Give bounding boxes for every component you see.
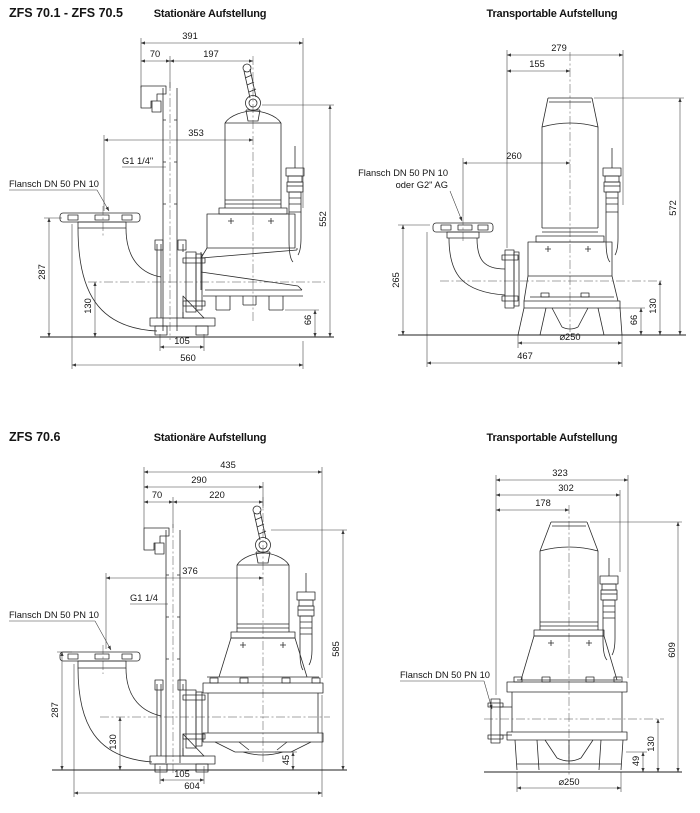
- flange-label: Flansch DN 50 PN 10: [9, 610, 99, 620]
- dim-bottom-clearance: 66: [303, 314, 313, 326]
- guide-rail: [144, 528, 180, 763]
- centerlines: [440, 52, 664, 332]
- panel-zfs701-705-transportable: [358, 8, 686, 367]
- dim-center-width: 178: [535, 498, 551, 508]
- dim-outlet-height: 130: [83, 298, 93, 314]
- flange-label-line1: Flansch DN 50 PN 10: [358, 168, 448, 178]
- lifting-shackle: [243, 64, 261, 121]
- thread-label: G1 1/4": [122, 156, 154, 166]
- dim-outlet-height: 130: [108, 734, 118, 750]
- pump-motor-body: [524, 127, 618, 301]
- dim-base-width: 467: [517, 351, 533, 361]
- dim-bottom-clearance: 66: [629, 314, 639, 326]
- dim-flange-to-center: 260: [506, 151, 522, 161]
- dim-flange-to-center: 353: [188, 128, 204, 138]
- discharge-stub-flange: [488, 699, 512, 743]
- dim-total-height: 609: [667, 642, 677, 658]
- dim-bottom-clearance: 49: [631, 755, 641, 767]
- dim-flange-height: 287: [50, 702, 60, 718]
- pump-motor-body: [207, 111, 295, 248]
- dim-rail-offset: 70: [151, 490, 163, 500]
- dim-rail-to-center: 220: [209, 490, 225, 500]
- dim-base-width: 604: [184, 781, 200, 791]
- dim-total-width: 391: [182, 31, 198, 41]
- extension-lines: [44, 38, 334, 369]
- guide-rail: [141, 86, 177, 331]
- dim-mid-width: 290: [191, 475, 207, 485]
- extension-lines: [57, 467, 347, 797]
- dim-center-width: 155: [529, 59, 545, 69]
- dim-total-height: 552: [318, 211, 328, 227]
- dim-total-height: 585: [331, 641, 341, 657]
- dim-total-width: 323: [552, 468, 568, 478]
- dim-flange-height: 287: [37, 264, 47, 280]
- panel-title: Stationäre Aufstellung: [153, 8, 267, 20]
- dim-stand-diameter: ⌀250: [558, 777, 580, 787]
- dim-rail-to-center: 197: [203, 49, 219, 59]
- carrying-handle: [540, 522, 598, 551]
- cable-gland: [600, 558, 618, 660]
- discharge-elbow: [433, 223, 519, 308]
- discharge-elbow: [60, 213, 161, 331]
- dim-outlet-height: 130: [648, 298, 658, 314]
- flange-label: Flansch DN 50 PN 10: [9, 179, 99, 189]
- dim-rail-offset: 70: [149, 49, 161, 59]
- lifting-shackle: [253, 506, 271, 563]
- cable-gland: [297, 573, 315, 670]
- dim-mid-width: 302: [558, 483, 574, 493]
- dimension-lines: [49, 43, 330, 365]
- thread-label: G1 1/4: [130, 593, 158, 603]
- panel-title: Transportable Aufstellung: [486, 8, 618, 20]
- dim-stand-diameter: ⌀250: [559, 332, 581, 342]
- dim-bottom-clearance: 45: [281, 754, 291, 766]
- pedestal-claw: [150, 680, 215, 772]
- dim-total-height: 572: [668, 200, 678, 216]
- pedestal-claw: [150, 240, 215, 335]
- panel-zfs706-stationary: [9, 430, 347, 797]
- pump-volute: [201, 248, 303, 310]
- dim-rail-foot-width: 105: [174, 769, 190, 779]
- dim-total-width: 435: [220, 460, 236, 470]
- dim-outlet-height: 130: [646, 736, 656, 752]
- panel-title: Transportable Aufstellung: [486, 432, 618, 444]
- dim-flange-to-center: 376: [182, 566, 198, 576]
- flange-label-line2: oder G2" AG: [395, 180, 448, 190]
- pump-casing: [507, 677, 627, 740]
- dim-base-width: 560: [180, 353, 196, 363]
- dim-total-width: 279: [551, 43, 567, 53]
- panel-title: Stationäre Aufstellung: [153, 432, 267, 444]
- model-label: ZFS 70.1 - ZFS 70.5: [9, 6, 123, 20]
- panel-zfs706-transportable: [400, 432, 682, 792]
- model-label: ZFS 70.6: [9, 430, 61, 444]
- flange-label: Flansch DN 50 PN 10: [400, 670, 490, 680]
- flange-leader-line: [450, 191, 462, 221]
- dim-flange-height: 265: [391, 272, 401, 288]
- panel-zfs701-705-stationary: [9, 6, 334, 369]
- dim-rail-foot-width: 105: [174, 336, 190, 346]
